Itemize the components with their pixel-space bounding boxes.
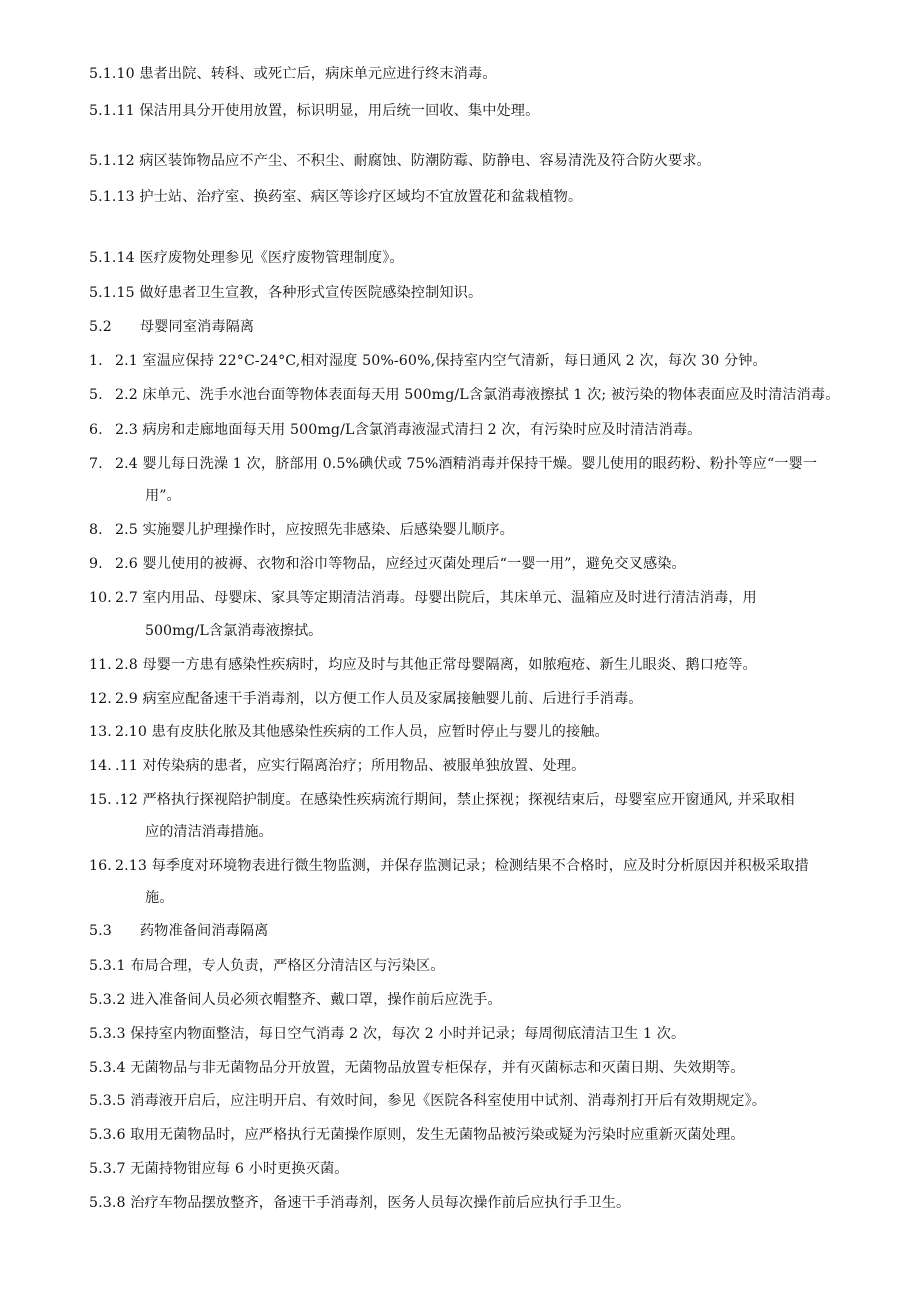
paragraph-5-1-11: 5.1.11 保洁用具分开使用放置，标识明显，用后统一回收、集中处理。	[89, 103, 540, 119]
list-item	[89, 454, 817, 474]
paragraph-5-1-13: 5.1.13 护士站、治疗室、换药室、病区等诊疗区域均不宜放置花和盆栽植物。	[89, 189, 583, 205]
list-text: 2.13 每季度对环境物表进行微生物监测，并保存监测记录；检测结果不合格时，应及时分析原因并积极采取措	[115, 858, 809, 874]
paragraph-5-1-15: 5.1.15 做好患者卫生宣教，各种形式宣传医院感染控制知识。	[89, 285, 483, 301]
paragraph-5-3-2: 5.3.2 进入准备间人员必须衣帽整齐、戴口罩，操作前后应洗手。	[89, 992, 502, 1008]
paragraph-5-3-4: 5.3.4 无菌物品与非无菌物品分开放置，无菌物品放置专柜保存，并有灭菌标志和灭菌日期、失效期等。	[89, 1060, 745, 1076]
list-number: 15.	[89, 792, 112, 808]
list-number: 5.	[89, 387, 103, 403]
list-text: 2.1 室温应保持 22°C-24°C,相对湿度 50%-60%,保持室内空气清新，每日通风 2 次，每次 30 分钟。	[115, 353, 767, 369]
list-text: 2.3 病房和走廊地面每天用 500mg/L含氯消毒液湿式清扫 2 次，有污染时应及时清洁消毒。	[115, 422, 702, 438]
list-number: 1.	[89, 353, 103, 369]
list-text: 2.4 婴儿每日洗澡 1 次，脐部用 0.5%碘伏或 75%酒精消毒并保持干燥。婴儿使用的眼药粉、粉扑等应“一婴一	[115, 456, 818, 472]
paragraph-5-1-10: 5.1.10 患者出院、转科、或死亡后，病床单元应进行终末消毒。	[89, 66, 497, 82]
list-item	[89, 351, 767, 371]
list-item	[89, 554, 686, 574]
list-item	[89, 385, 840, 405]
list-item	[89, 588, 757, 608]
paragraph-5-1-14: 5.1.14 医疗废物处理参见《医疗废物管理制度》。	[89, 250, 404, 266]
list-item	[89, 689, 643, 709]
list-number: 6.	[89, 422, 103, 438]
section-number: 5.3	[89, 923, 112, 939]
list-item	[89, 655, 757, 675]
section-heading-5-3	[89, 921, 268, 941]
list-text: 2.6 婴儿使用的被褥、衣物和浴巾等物品，应经过灭菌处理后“一婴一用”，避免交叉感染。	[115, 556, 686, 572]
list-number: 10.	[89, 590, 112, 606]
paragraph-5-3-7: 5.3.7 无菌持物钳应每 6 小时更换灭菌。	[89, 1161, 349, 1177]
list-item-continuation: 500mg/L含氯消毒液擦拭。	[145, 623, 323, 639]
list-number: 13.	[89, 724, 112, 740]
list-item	[89, 722, 609, 742]
list-number: 16.	[89, 858, 112, 874]
paragraph-5-3-1: 5.3.1 布局合理，专人负责，严格区分清洁区与污染区。	[89, 958, 445, 974]
list-item	[89, 856, 809, 876]
list-number: 14.	[89, 758, 112, 774]
paragraph-5-3-5: 5.3.5 消毒液开启后，应注明开启、有效时间，参见《医院各科室使用中试剂、消毒剂打开后有效期规定》。	[89, 1093, 767, 1109]
paragraph-5-3-3: 5.3.3 保持室内物面整洁，每日空气消毒 2 次，每次 2 小时并记录；每周彻底清洁卫生 1 次。	[89, 1026, 686, 1042]
list-text: 2.10 患有皮肤化脓及其他感染性疾病的工作人员，应暂时停止与婴儿的接触。	[115, 724, 609, 740]
list-text: 2.7 室内用品、母婴床、家具等定期清洁消毒。母婴出院后，其床单元、温箱应及时进行清洁消毒，用	[115, 590, 757, 606]
list-number: 8.	[89, 522, 103, 538]
list-text: 2.9 病室应配备速干手消毒剂，以方便工作人员及家属接触婴儿前、后进行手消毒。	[115, 691, 643, 707]
paragraph-5-3-6: 5.3.6 取用无菌物品时，应严格执行无菌操作原则，发生无菌物品被污染或疑为污染时应重新灭菌处理。	[89, 1127, 745, 1143]
list-item	[89, 790, 795, 810]
section-number: 5.2	[89, 319, 112, 335]
section-heading-5-2	[89, 317, 254, 337]
list-text: 2.8 母婴一方患有感染性疾病时，均应及时与其他正常母婴隔离，如脓疱疮、新生儿眼炎、鹅口疮等。	[115, 657, 757, 673]
section-title: 药物准备间消毒隔离	[139, 923, 269, 939]
list-item	[89, 520, 514, 540]
list-item-continuation: 应的清洁消毒措施。	[145, 824, 273, 840]
list-text: .11 对传染病的患者，应实行隔离治疗；所用物品、被服单独放置、处理。	[115, 758, 586, 774]
list-number: 11.	[89, 657, 112, 673]
list-item-continuation: 施。	[145, 890, 174, 906]
list-number: 12.	[89, 691, 112, 707]
paragraph-5-1-12: 5.1.12 病区装饰物品应不产尘、不积尘、耐腐蚀、防潮防霉、防静电、容易清洗及符合防火要求。	[89, 153, 711, 169]
paragraph-5-3-8: 5.3.8 治疗车物品摆放整齐，备速干手消毒剂，医务人员每次操作前后应执行手卫生。	[89, 1195, 631, 1211]
list-text: 2.5 实施婴儿护理操作时，应按照先非感染、后感染婴儿顺序。	[115, 522, 514, 538]
section-title: 母婴同室消毒隔离	[139, 319, 255, 335]
list-number: 9.	[89, 556, 103, 572]
list-text: .12 严格执行探视陪护制度。在感染性疾病流行期间，禁止探视；探视结束后，母婴室应开窗通风, 并采取相	[115, 792, 795, 808]
list-item-continuation: 用”。	[145, 488, 181, 504]
list-item	[89, 756, 585, 776]
list-item	[89, 420, 701, 440]
list-text: 2.2 床单元、洗手水池台面等物体表面每天用 500mg/L含氯消毒液擦拭 1 次; 被污染的物体表面应及时清洁消毒。	[115, 387, 840, 403]
list-number: 7.	[89, 456, 103, 472]
